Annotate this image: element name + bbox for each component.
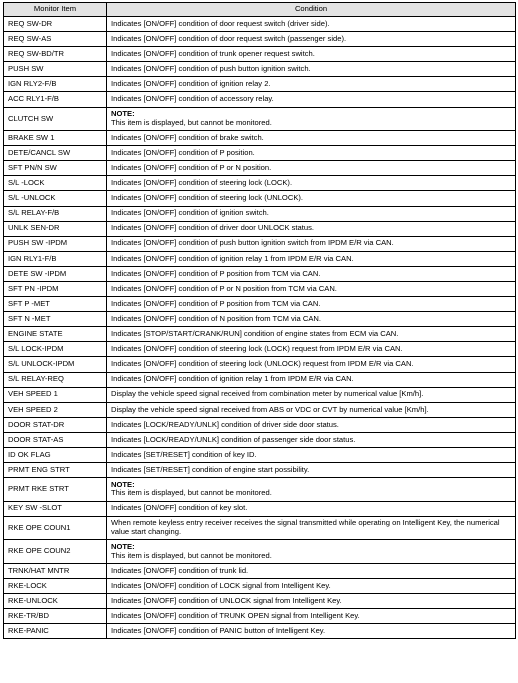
monitor-item-cell: RKE OPE COUN2: [4, 540, 107, 564]
monitor-item-cell: SFT PN -IPDM: [4, 282, 107, 297]
condition-cell: Indicates [ON/OFF] condition of P position.: [107, 146, 516, 161]
table-row: [4, 297, 516, 312]
table-row: [4, 448, 516, 463]
table-row: [4, 161, 516, 176]
condition-cell: Indicates [ON/OFF] condition of steering lock (UNLOCK) request from IPDM E/R via CAN.: [107, 357, 516, 372]
table-row: [4, 236, 516, 251]
monitor-item-cell: KEY SW -SLOT: [4, 501, 107, 516]
condition-cell: Indicates [STOP/START/CRANK/RUN] condition of engine states from ECM via CAN.: [107, 327, 516, 342]
condition-cell: Indicates [ON/OFF] condition of driver door UNLOCK status.: [107, 221, 516, 236]
condition-cell: Indicates [ON/OFF] condition of ignition relay 2.: [107, 77, 516, 92]
table-row: [4, 594, 516, 609]
monitor-item-cell: REQ SW-BD/TR: [4, 47, 107, 62]
table-row: [4, 357, 516, 372]
table-row: [4, 131, 516, 146]
header-condition: Condition: [107, 3, 516, 17]
condition-cell: Indicates [ON/OFF] condition of trunk opener request switch.: [107, 47, 516, 62]
table-row: [4, 47, 516, 62]
condition-cell: [107, 478, 516, 502]
table-row: [4, 146, 516, 161]
condition-cell: Indicates [ON/OFF] condition of steering lock (UNLOCK).: [107, 191, 516, 206]
table-row: [4, 32, 516, 47]
monitor-item-cell: REQ SW-DR: [4, 17, 107, 32]
header-monitor-item: Monitor Item: [4, 3, 107, 17]
monitor-item-cell: PRMT ENG STRT: [4, 463, 107, 478]
monitor-item-cell: PUSH SW: [4, 62, 107, 77]
monitor-item-cell: S/L -UNLOCK: [4, 191, 107, 206]
monitor-item-cell: SFT PN/N SW: [4, 161, 107, 176]
condition-cell: [107, 107, 516, 131]
note-text: This item is displayed, but cannot be monitored.: [111, 117, 272, 127]
monitor-item-cell: S/L RELAY-F/B: [4, 206, 107, 221]
monitor-item-cell: RKE-LOCK: [4, 578, 107, 593]
table-row: [4, 478, 516, 502]
table-row: [4, 62, 516, 77]
condition-cell: Indicates [ON/OFF] condition of push button ignition switch.: [107, 62, 516, 77]
condition-cell: Indicates [ON/OFF] condition of P position from TCM via CAN.: [107, 297, 516, 312]
condition-cell: Indicates [ON/OFF] condition of push button ignition switch from IPDM E/R via CAN.: [107, 236, 516, 251]
table-row: [4, 516, 516, 540]
monitor-item-cell: S/L UNLOCK-IPDM: [4, 357, 107, 372]
condition-cell: Indicates [ON/OFF] condition of UNLOCK signal from Intelligent Key.: [107, 594, 516, 609]
condition-cell: Indicates [ON/OFF] condition of steering lock (LOCK).: [107, 176, 516, 191]
condition-cell: Indicates [ON/OFF] condition of key slot.: [107, 501, 516, 516]
table-row: [4, 17, 516, 32]
monitor-item-cell: ENGINE STATE: [4, 327, 107, 342]
condition-cell: Indicates [ON/OFF] condition of door request switch (driver side).: [107, 17, 516, 32]
monitor-item-cell: RKE-PANIC: [4, 624, 107, 639]
condition-cell: Indicates [ON/OFF] condition of P or N position from TCM via CAN.: [107, 282, 516, 297]
table-row: [4, 176, 516, 191]
note-label: NOTE:: [111, 109, 135, 119]
condition-cell: Indicates [ON/OFF] condition of ignition relay 1 from IPDM E/R via CAN.: [107, 372, 516, 387]
monitor-item-cell: BRAKE SW 1: [4, 131, 107, 146]
condition-cell: Indicates [ON/OFF] condition of steering lock (LOCK) request from IPDM E/R via CAN.: [107, 342, 516, 357]
condition-cell: Indicates [ON/OFF] condition of P or N position.: [107, 161, 516, 176]
table-row: [4, 624, 516, 639]
table-row: [4, 77, 516, 92]
monitor-item-cell: ID OK FLAG: [4, 448, 107, 463]
condition-cell: Indicates [ON/OFF] condition of ignition switch.: [107, 206, 516, 221]
monitor-item-cell: IGN RLY1-F/B: [4, 251, 107, 266]
monitor-item-cell: RKE OPE COUN1: [4, 516, 107, 540]
table-row: [4, 563, 516, 578]
monitor-item-cell: RKE-TR/BD: [4, 609, 107, 624]
monitor-item-cell: IGN RLY2-F/B: [4, 77, 107, 92]
monitor-item-cell: S/L -LOCK: [4, 176, 107, 191]
condition-cell: Indicates [ON/OFF] condition of brake switch.: [107, 131, 516, 146]
table-row: [4, 501, 516, 516]
condition-cell: Display the vehicle speed signal received from combination meter by numerical value [Km/h].: [107, 387, 516, 402]
monitor-item-cell: CLUTCH SW: [4, 107, 107, 131]
condition-cell: Indicates [ON/OFF] condition of ignition relay 1 from IPDM E/R via CAN.: [107, 251, 516, 266]
note-label: NOTE:: [111, 479, 135, 489]
condition-cell: Indicates [ON/OFF] condition of LOCK signal from Intelligent Key.: [107, 578, 516, 593]
monitor-item-cell: DETE SW -IPDM: [4, 266, 107, 281]
monitor-item-cell: PUSH SW -IPDM: [4, 236, 107, 251]
monitor-item-cell: RKE-UNLOCK: [4, 594, 107, 609]
condition-cell: Display the vehicle speed signal received from ABS or VDC or CVT by numerical value [Km/h].: [107, 402, 516, 417]
condition-cell: Indicates [LOCK/READY/UNLK] condition of passenger side door status.: [107, 432, 516, 447]
table-row: [4, 282, 516, 297]
table-row: [4, 432, 516, 447]
note-text: This item is displayed, but cannot be monitored.: [111, 488, 272, 498]
table-row: [4, 417, 516, 432]
monitor-item-cell: UNLK SEN-DR: [4, 221, 107, 236]
condition-cell: Indicates [SET/RESET] condition of engine start possibility.: [107, 463, 516, 478]
note-text: This item is displayed, but cannot be monitored.: [111, 550, 272, 560]
condition-cell: [107, 540, 516, 564]
monitor-item-cell: DOOR STAT-DR: [4, 417, 107, 432]
table-row: [4, 463, 516, 478]
condition-cell: Indicates [ON/OFF] condition of TRUNK OPEN signal from Intelligent Key.: [107, 609, 516, 624]
table-row: [4, 191, 516, 206]
table-body: [4, 17, 516, 639]
condition-cell: When remote keyless entry receiver receives the signal transmitted while operating on Intelligent Key, the numerical value start changing.: [107, 516, 516, 540]
table-row: [4, 312, 516, 327]
monitor-item-cell: VEH SPEED 2: [4, 402, 107, 417]
monitor-item-cell: DETE/CANCL SW: [4, 146, 107, 161]
condition-cell: Indicates [ON/OFF] condition of door request switch (passenger side).: [107, 32, 516, 47]
condition-cell: Indicates [ON/OFF] condition of trunk lid.: [107, 563, 516, 578]
table-row: [4, 221, 516, 236]
monitor-item-cell: PRMT RKE STRT: [4, 478, 107, 502]
condition-cell: Indicates [ON/OFF] condition of PANIC button of Intelligent Key.: [107, 624, 516, 639]
table-row: [4, 342, 516, 357]
monitor-item-cell: TRNK/HAT MNTR: [4, 563, 107, 578]
monitor-item-cell: S/L LOCK-IPDM: [4, 342, 107, 357]
table-row: [4, 578, 516, 593]
table-row: [4, 387, 516, 402]
condition-cell: Indicates [ON/OFF] condition of accessory relay.: [107, 92, 516, 107]
monitor-item-table: [3, 2, 516, 639]
table-row: [4, 402, 516, 417]
condition-cell: Indicates [ON/OFF] condition of P position from TCM via CAN.: [107, 266, 516, 281]
monitor-item-cell: SFT N -MET: [4, 312, 107, 327]
table-row: [4, 609, 516, 624]
monitor-item-cell: S/L RELAY-REQ: [4, 372, 107, 387]
monitor-item-cell: SFT P -MET: [4, 297, 107, 312]
monitor-item-cell: ACC RLY1-F/B: [4, 92, 107, 107]
table-row: [4, 266, 516, 281]
table-row: [4, 206, 516, 221]
note-label: NOTE:: [111, 541, 135, 551]
condition-cell: Indicates [ON/OFF] condition of N position from TCM via CAN.: [107, 312, 516, 327]
monitor-item-cell: DOOR STAT-AS: [4, 432, 107, 447]
table-row: [4, 251, 516, 266]
table-row: [4, 92, 516, 107]
monitor-item-cell: REQ SW-AS: [4, 32, 107, 47]
table-row: [4, 107, 516, 131]
condition-cell: Indicates [LOCK/READY/UNLK] condition of driver side door status.: [107, 417, 516, 432]
table-row: [4, 327, 516, 342]
table-row: [4, 540, 516, 564]
condition-cell: Indicates [SET/RESET] condition of key ID.: [107, 448, 516, 463]
monitor-item-cell: VEH SPEED 1: [4, 387, 107, 402]
table-row: [4, 372, 516, 387]
table-header-row: [4, 3, 516, 17]
